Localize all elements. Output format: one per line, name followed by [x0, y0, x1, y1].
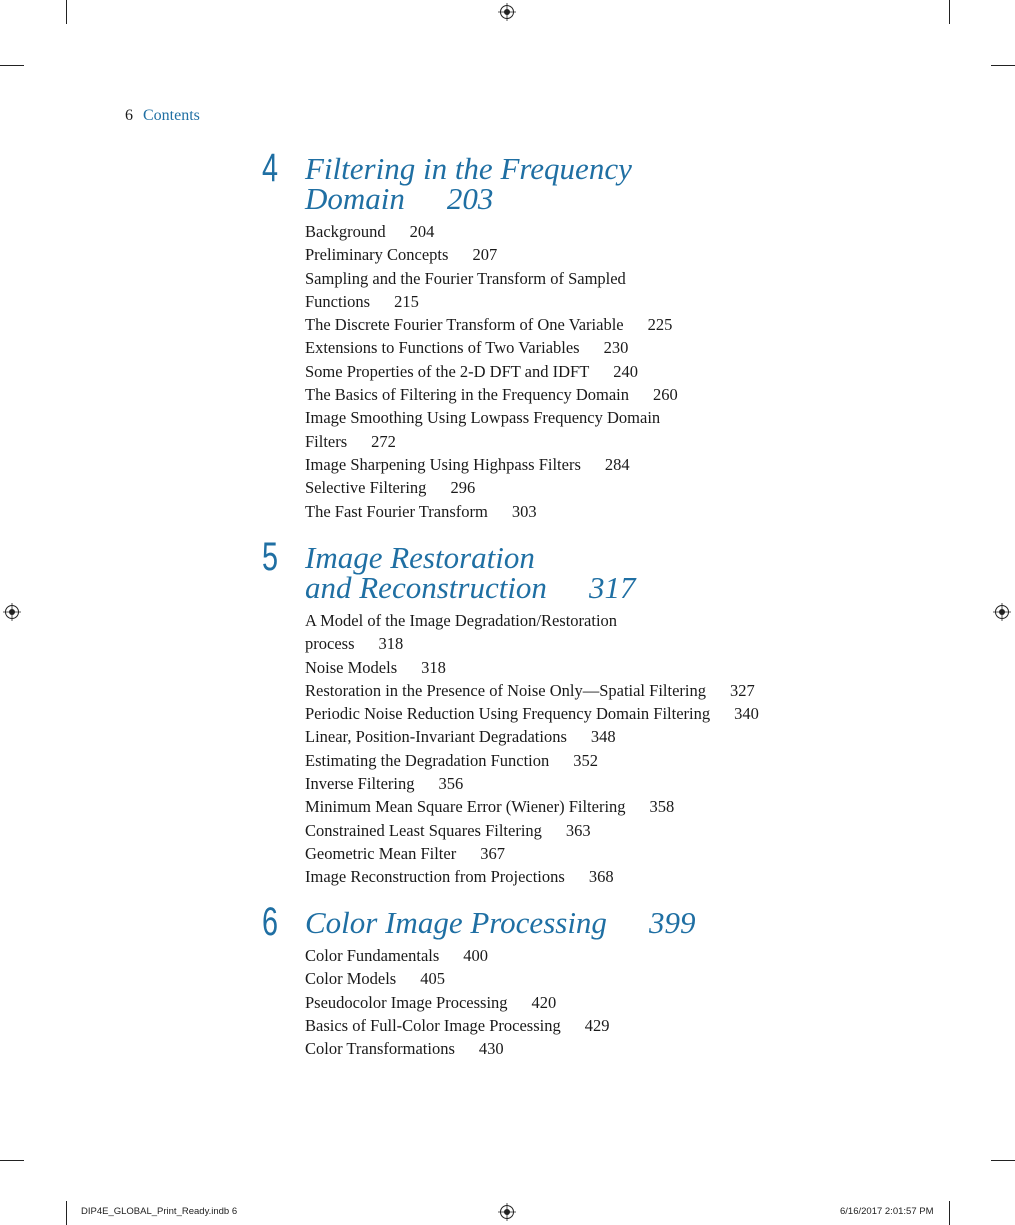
section-title: Background [305, 222, 386, 241]
section-title: Estimating the Degradation Function [305, 750, 550, 770]
chapter-number: 6 [262, 900, 279, 944]
running-head [125, 107, 200, 125]
section-title: Pseudocolor Image Processing [305, 992, 508, 1012]
section-page: 429 [584, 1015, 610, 1035]
section-title: Selective Filtering [305, 478, 427, 498]
chapter-number: 5 [262, 535, 279, 579]
crop-mark [66, 0, 67, 24]
section-title: Filters [305, 431, 348, 451]
section-title: The Fast Fourier Transform [305, 501, 488, 521]
section-entry [305, 267, 678, 314]
chapter-title-line: Image Restoration [305, 540, 535, 575]
crop-mark [66, 1201, 67, 1225]
section-title: Image Reconstruction from Projections [305, 867, 565, 887]
crop-mark [949, 1201, 950, 1225]
section-page: 284 [604, 454, 630, 474]
section-title: Sampling and the Fourier Transform of Sampled [305, 268, 626, 288]
section-entry [305, 336, 678, 359]
registration-mark-icon [498, 1203, 516, 1221]
chapter-page: 203 [446, 181, 494, 216]
crop-mark [949, 0, 950, 24]
section-page: 272 [371, 431, 396, 451]
section-entry [305, 1014, 609, 1037]
footer-file: DIP4E_GLOBAL_Print_Ready.indb 6 [81, 1206, 238, 1217]
section-entry [305, 453, 678, 476]
section-title: Constrained Least Squares Filtering [305, 820, 542, 840]
section-title: Periodic Noise Reduction Using Frequency Domain Filtering [305, 704, 711, 724]
section-entry [305, 220, 678, 243]
section-title: Noise Models [305, 657, 398, 677]
section-page: 352 [573, 750, 598, 770]
chapter-title [305, 151, 632, 216]
section-list [305, 609, 759, 889]
section-title: Restoration in the Presence of Noise Only—Spatial Filtering [305, 680, 706, 700]
section-entry [305, 944, 609, 967]
section-entry [305, 725, 759, 748]
section-entry [305, 967, 609, 990]
registration-mark-icon [498, 3, 516, 21]
section-title: Color Transformations [305, 1039, 455, 1059]
section-page: 296 [450, 478, 476, 498]
section-page: 204 [409, 222, 435, 241]
section-page: 368 [588, 867, 614, 887]
section-entry [305, 865, 759, 888]
section-entry [305, 842, 759, 865]
section-title: Color Models [305, 969, 397, 989]
chapter-title [305, 905, 696, 940]
section-page: 260 [652, 385, 678, 405]
chapter-page: 317 [588, 570, 636, 605]
section-entry [305, 656, 759, 679]
crop-mark [991, 65, 1015, 66]
section-entry [305, 383, 678, 406]
section-entry [305, 795, 759, 818]
chapter-title-line: Filtering in the Frequency [305, 151, 632, 186]
chapter-title-line: Color Image Processing [305, 905, 607, 940]
section-title: Geometric Mean Filter [305, 843, 457, 863]
section-page: 400 [463, 946, 489, 965]
section-entry [305, 819, 759, 842]
section-entry [305, 313, 678, 336]
chapter-title-line: and Reconstruction [305, 570, 547, 605]
section-page: 207 [472, 245, 498, 265]
section-title: Color Fundamentals [305, 946, 440, 965]
section-page: 303 [511, 501, 537, 521]
page-number: 6 [125, 107, 133, 124]
chapter-title [305, 540, 636, 605]
section-entry [305, 679, 759, 702]
section-entry [305, 1037, 609, 1060]
section-page: 356 [438, 774, 464, 794]
section-page: 318 [378, 634, 404, 654]
section-entry [305, 243, 678, 266]
section-page: 348 [590, 727, 616, 747]
chapter-number: 4 [262, 146, 279, 190]
section-page: 363 [565, 820, 591, 840]
section-title: Image Smoothing Using Lowpass Frequency Domain [305, 408, 661, 428]
chapter-title-line: Domain [305, 181, 405, 216]
registration-mark-icon [3, 603, 21, 621]
section-page: 225 [647, 315, 673, 335]
section-page: 340 [734, 704, 759, 724]
section-title: Minimum Mean Square Error (Wiener) Filtering [305, 797, 626, 817]
footer-date: 6/16/2017 2:01:57 PM [840, 1206, 934, 1217]
section-title: Basics of Full-Color Image Processing [305, 1015, 561, 1035]
section-page: 327 [729, 680, 755, 700]
section-title: A Model of the Image Degradation/Restoration [305, 611, 618, 630]
section-title: Extensions to Functions of Two Variables [305, 338, 580, 358]
section-page: 358 [649, 797, 675, 817]
chapter-page: 399 [648, 905, 696, 940]
section-title: process [305, 634, 355, 654]
running-head-title: Contents [143, 107, 200, 124]
crop-mark [0, 65, 24, 66]
section-entry [305, 360, 678, 383]
section-page: 405 [420, 969, 445, 989]
section-title: Inverse Filtering [305, 774, 415, 794]
section-page: 215 [394, 291, 419, 311]
section-page: 318 [421, 657, 446, 677]
crop-mark [0, 1160, 24, 1161]
registration-mark-icon [993, 603, 1011, 621]
section-page: 420 [531, 992, 557, 1012]
section-title: Linear, Position-Invariant Degradations [305, 727, 567, 747]
section-page: 367 [480, 843, 505, 863]
section-entry [305, 749, 759, 772]
section-entry [305, 609, 759, 656]
section-title: The Basics of Filtering in the Frequency Domain [305, 385, 629, 405]
section-entry [305, 500, 678, 523]
section-entry [305, 476, 678, 499]
section-list [305, 944, 609, 1060]
section-entry [305, 772, 759, 795]
section-title: Image Sharpening Using Highpass Filters [305, 454, 581, 474]
section-title: Preliminary Concepts [305, 245, 449, 265]
crop-mark [991, 1160, 1015, 1161]
section-page: 430 [478, 1039, 504, 1059]
section-entry [305, 702, 759, 725]
section-entry [305, 406, 678, 453]
section-title: The Discrete Fourier Transform of One Variable [305, 315, 624, 335]
section-entry [305, 991, 609, 1014]
section-page: 240 [613, 361, 639, 381]
section-title: Some Properties of the 2-D DFT and IDFT [305, 361, 590, 381]
section-page: 230 [603, 338, 629, 358]
section-title: Functions [305, 291, 371, 311]
section-list [305, 220, 678, 523]
